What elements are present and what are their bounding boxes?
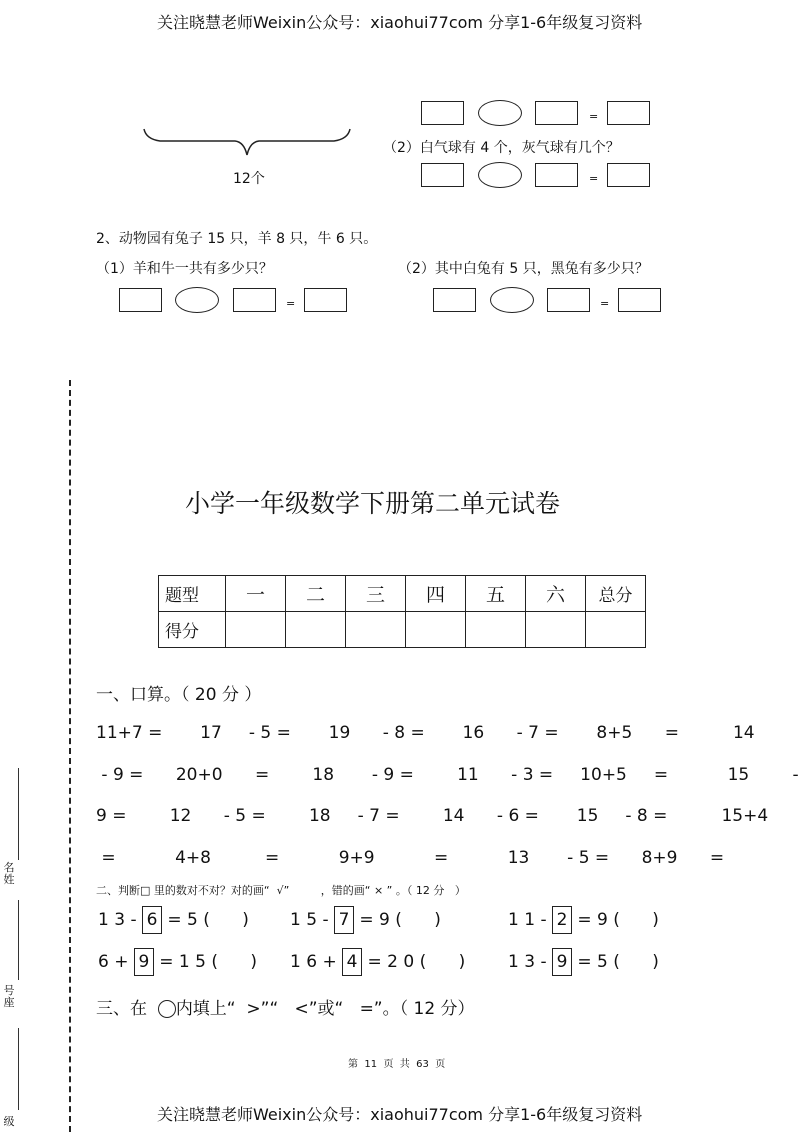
exam-title: 小学一年级数学下册第二单元试卷 [185, 489, 561, 518]
judge-number-box: 2 [552, 906, 572, 934]
binding-dashed-line [69, 380, 71, 1132]
answer-box[interactable] [119, 288, 162, 312]
answer-box[interactable] [233, 288, 276, 312]
question-2-text: （2）白气球有 4 个，灰气球有几个？ [383, 140, 620, 156]
arithmetic-line: = 4+8 = 9+9 = 13 - 5 = 8+9 = [96, 848, 725, 868]
expr-right: = 2 0 ( ) [362, 952, 466, 972]
score-table-header-row [159, 576, 646, 612]
answer-box[interactable] [607, 163, 650, 187]
answer-box[interactable] [618, 288, 661, 312]
judge-item [98, 906, 249, 934]
page-header: 关注晓慧老师Weixin公众号：xiaohui77com 分享1-6年级复习资料 [157, 13, 643, 32]
brace-label: 12个 [233, 171, 265, 187]
answer-box[interactable] [433, 288, 476, 312]
margin-label-class: 级 [3, 1115, 15, 1128]
table-cell: 四 [406, 576, 466, 612]
equals-sign: = [589, 110, 599, 123]
judge-item [290, 906, 441, 934]
expr-left: 1 3 - [508, 952, 552, 972]
table-cell: 得分 [159, 612, 226, 648]
judge-item [290, 948, 465, 976]
expr-left: 6 + [98, 952, 134, 972]
margin-line [18, 1028, 19, 1110]
arithmetic-line: - 9 = 20+0 = 18 - 9 = 11 - 3 = 10+5 = 15 - [96, 765, 799, 785]
answer-box[interactable] [607, 101, 650, 125]
judge-number-box: 9 [134, 948, 154, 976]
margin-line [18, 768, 19, 860]
expr-left: 1 1 - [508, 910, 552, 930]
margin-label-name: 名姓 [3, 861, 15, 886]
section-3-text: 内填上“ >”“ <”或“ =”。（ 12 分） [175, 999, 475, 1019]
expr-right: = 1 5 ( ) [153, 952, 258, 972]
score-table [158, 575, 646, 648]
table-cell: 一 [226, 576, 286, 612]
judge-item [508, 948, 659, 976]
answer-box[interactable] [421, 163, 464, 187]
page-footer: 关注晓慧老师Weixin公众号：xiaohui77com 分享1-6年级复习资料 [157, 1105, 643, 1124]
judge-number-box: 4 [342, 948, 362, 976]
section-3-prefix: 三、在 [96, 999, 147, 1019]
margin-label-seat: 号座 [3, 984, 15, 1009]
expr-left: 1 6 + [290, 952, 343, 972]
score-input-cell[interactable] [226, 612, 286, 648]
table-cell: 三 [346, 576, 406, 612]
expr-right: = 5 ( ) [161, 910, 249, 930]
problem-2-sub1: （1）羊和牛一共有多少只？ [96, 261, 273, 277]
expr-right: = 5 ( ) [571, 952, 659, 972]
answer-box[interactable] [304, 288, 347, 312]
operator-oval[interactable] [478, 162, 522, 188]
page-number: 第 11 页 共 63 页 [348, 1059, 446, 1070]
problem-2-title: 2、动物园有兔子 15 只，羊 8 只，牛 6 只。 [96, 231, 378, 247]
answer-box[interactable] [535, 163, 578, 187]
circle-icon [158, 1000, 176, 1018]
equals-sign: = [600, 297, 610, 310]
answer-box[interactable] [547, 288, 590, 312]
problem-2-sub2: （2）其中白兔有 5 只，黑兔有多少只？ [398, 261, 649, 277]
margin-line [18, 900, 19, 980]
expr-right: = 9 ( ) [353, 910, 441, 930]
equals-sign: = [286, 297, 296, 310]
operator-oval[interactable] [175, 287, 219, 313]
judge-number-box: 6 [142, 906, 162, 934]
section-1-title: 一、口算。（ 20 分 ） [96, 685, 262, 705]
operator-oval[interactable] [478, 100, 522, 126]
equals-sign: = [589, 172, 599, 185]
table-cell: 六 [526, 576, 586, 612]
score-input-cell[interactable] [466, 612, 526, 648]
section-3-title [96, 994, 475, 1019]
score-input-cell[interactable] [286, 612, 346, 648]
answer-box[interactable] [535, 101, 578, 125]
table-cell: 五 [466, 576, 526, 612]
judge-item [98, 948, 257, 976]
section-2-title: 二、判断□ 里的数对不对？对的画“ √” ，错的画“ × ” 。（ 12 分 ） [96, 884, 466, 897]
table-cell: 二 [286, 576, 346, 612]
judge-item [508, 906, 659, 934]
answer-box[interactable] [421, 101, 464, 125]
score-input-cell[interactable] [346, 612, 406, 648]
score-input-cell[interactable] [526, 612, 586, 648]
brace-graphic [140, 125, 355, 161]
arithmetic-line: 9 = 12 - 5 = 18 - 7 = 14 - 6 = 15 - 8 = 15+4 [96, 806, 769, 826]
judge-number-box: 9 [552, 948, 572, 976]
judge-number-box: 7 [334, 906, 354, 934]
expr-left: 1 5 - [290, 910, 334, 930]
score-input-cell[interactable] [406, 612, 466, 648]
operator-oval[interactable] [490, 287, 534, 313]
table-cell: 题型 [159, 576, 226, 612]
expr-left: 1 3 - [98, 910, 142, 930]
score-input-cell[interactable] [586, 612, 646, 648]
expr-right: = 9 ( ) [571, 910, 659, 930]
score-table-score-row [159, 612, 646, 648]
table-cell: 总分 [586, 576, 646, 612]
arithmetic-line: 11+7 = 17 - 5 = 19 - 8 = 16 - 7 = 8+5 = 14 [96, 723, 755, 743]
